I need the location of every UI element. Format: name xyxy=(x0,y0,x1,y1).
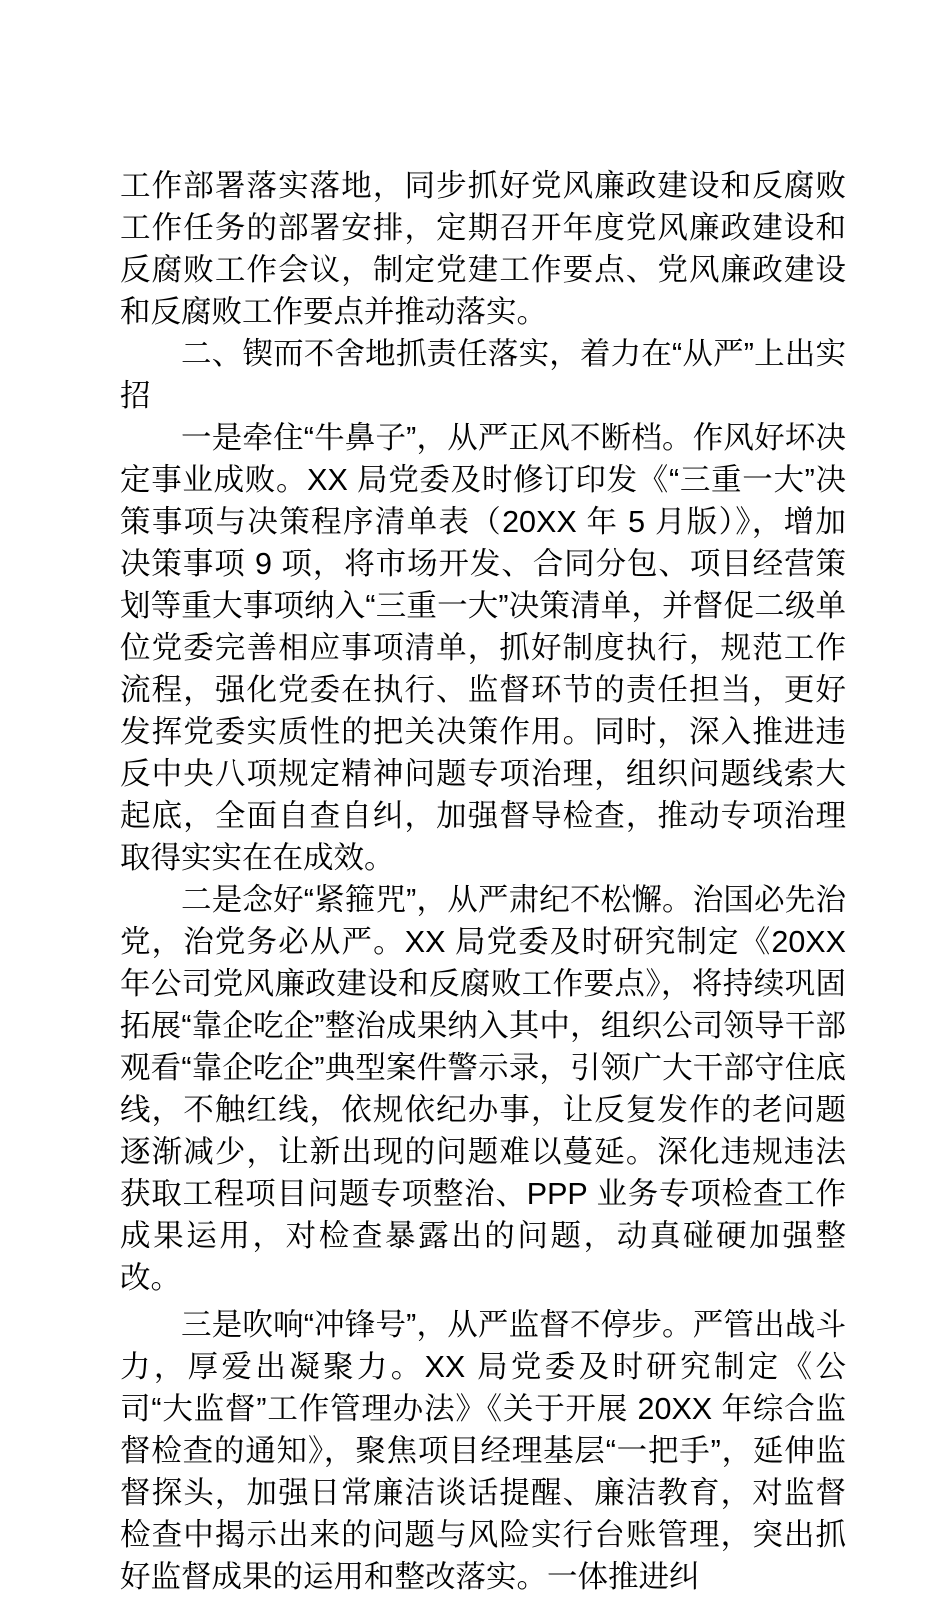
paragraph-point-two: 二是念好“紧箍咒”，从严肃纪不松懈。治国必先治党，治党务必从严。XX 局党委及时研究制定《20XX 年公司党风廉政建设和反腐败工作要点》，将持续巩固拓展“靠企吃企”整治成果纳入其中，组织公司领导干部观看“靠企吃企”典型案件警示录，引领广大干部守住底线，不触红线，依规依纪办事，让反复发作的老问题逐渐减少，让新出现的问题难以蔓延。深化违规违法获取工程项目问题专项整治、PPP 业务专项检查工作成果运用，对检查暴露出的问题，动真碰硬加强整改。 xyxy=(120,883,846,1295)
section-heading-two: 二、锲而不舍地抓责任落实，着力在“从严”上出实招 xyxy=(120,337,846,413)
document-body xyxy=(120,165,846,1598)
paragraph-point-three: 三是吹响“冲锋号”，从严监督不停步。严管出战斗力，厚爱出凝聚力。XX 局党委及时研究制定《公司“大监督”工作管理办法》《关于开展 20XX 年综合监督检查的通知》，聚焦项目经理基层“一把手”，延伸监督探头，加强日常廉洁谈话提醒、廉洁教育，对监督检查中揭示出来的问题与风险实行台账管理，突出抓好监督成果的运用和整改落实。一体推进纠 xyxy=(120,1308,846,1594)
paragraph-point-one: 一是牵住“牛鼻子”，从严正风不断档。作风好坏决定事业成败。XX 局党委及时修订印发《“三重一大”决策事项与决策程序清单表（20XX 年 5 月版）》，增加决策事项 9 项，将市场开发、合同分包、项目经营策划等重大事项纳入“三重一大”决策清单，并督促二级单位党委完善相应事项清单，抓好制度执行，规范工作流程，强化党委在执行、监督环节的责任担当，更好发挥党委实质性的把关决策作用。同时，深入推进违反中央八项规定精神问题专项治理，组织问题线索大起底，全面自查自纠，加强督导检查，推动专项治理取得实实在在成效。 xyxy=(120,421,846,875)
paragraph-continuation: 工作部署落实落地，同步抓好党风廉政建设和反腐败工作任务的部署安排，定期召开年度党风廉政建设和反腐败工作会议，制定党建工作要点、党风廉政建设和反腐败工作要点并推动落实。 xyxy=(120,169,846,329)
